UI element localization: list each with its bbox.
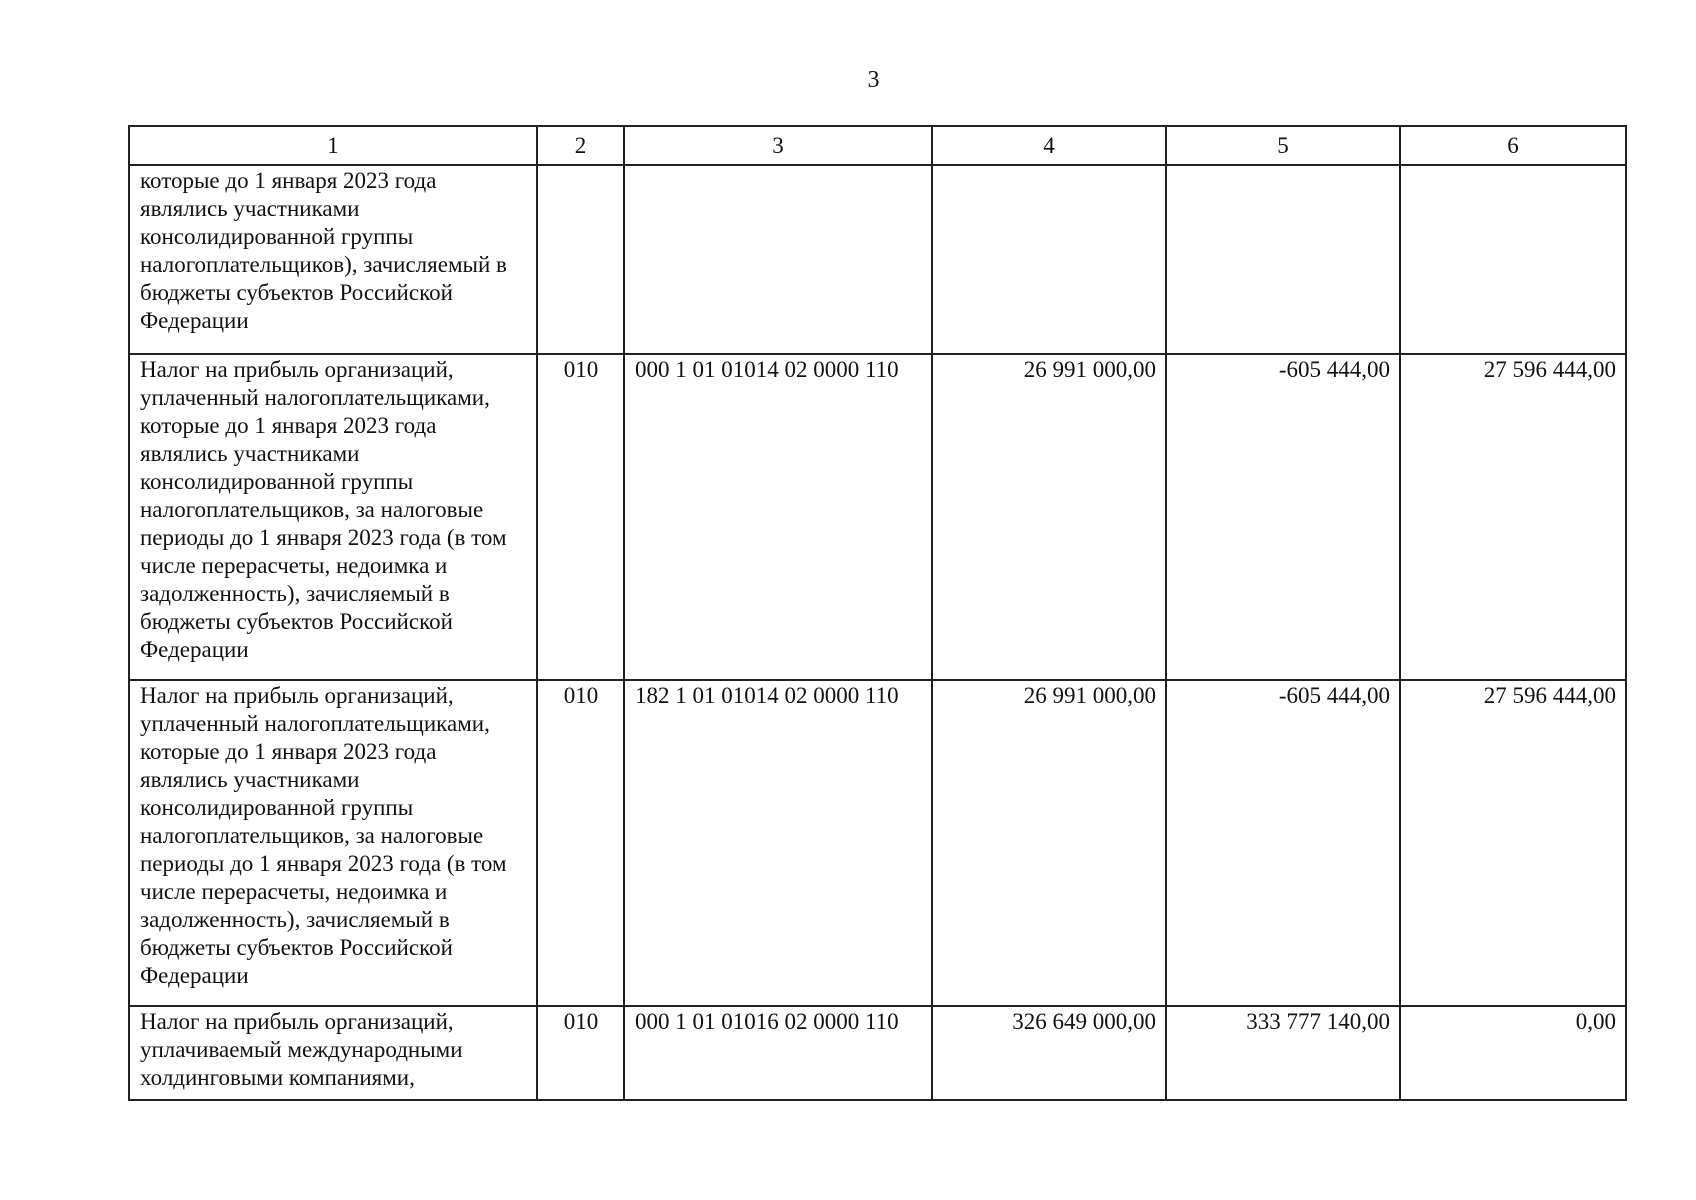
table-header-row (129, 126, 1626, 165)
column-header-5: 5 (1166, 126, 1400, 165)
table-row (129, 354, 1626, 680)
row-line-code: 010 (537, 1006, 624, 1100)
row-line-code: 010 (537, 680, 624, 1006)
row-value-5 (1166, 165, 1400, 354)
row-income-code: 000 1 01 01014 02 0000 110 (624, 354, 932, 680)
column-header-1: 1 (129, 126, 537, 165)
row-value-6: 0,00 (1400, 1006, 1626, 1100)
column-header-6: 6 (1400, 126, 1626, 165)
row-value-5: 333 777 140,00 (1166, 1006, 1400, 1100)
row-line-code: 010 (537, 354, 624, 680)
row-value-6 (1400, 165, 1626, 354)
row-value-4 (932, 165, 1166, 354)
row-income-code: 182 1 01 01014 02 0000 110 (624, 680, 932, 1006)
column-header-4: 4 (932, 126, 1166, 165)
row-income-code (624, 165, 932, 354)
column-header-3: 3 (624, 126, 932, 165)
row-value-4: 26 991 000,00 (932, 354, 1166, 680)
row-value-4: 26 991 000,00 (932, 680, 1166, 1006)
row-name: которые до 1 января 2023 года являлись участниками консолидированной группы налогоплательщиков), зачисляемый в бюджеты субъектов Российской Федерации (129, 165, 537, 354)
row-value-4: 326 649 000,00 (932, 1006, 1166, 1100)
table-row (129, 680, 1626, 1006)
row-name: Налог на прибыль организаций, уплачиваемый международными холдинговыми компаниями, (129, 1006, 537, 1100)
row-line-code (537, 165, 624, 354)
row-value-5: -605 444,00 (1166, 680, 1400, 1006)
row-value-6: 27 596 444,00 (1400, 680, 1626, 1006)
row-value-6: 27 596 444,00 (1400, 354, 1626, 680)
row-income-code: 000 1 01 01016 02 0000 110 (624, 1006, 932, 1100)
table-row (129, 1006, 1626, 1100)
report-table (128, 125, 1627, 1101)
table-row (129, 165, 1626, 354)
row-value-5: -605 444,00 (1166, 354, 1400, 680)
column-header-2: 2 (537, 126, 624, 165)
row-name: Налог на прибыль организаций, уплаченный налогоплательщиками, которые до 1 января 2023 года являлись участниками консолидированной группы налогоплательщиков, за налоговые периоды до 1 января 2023 года (в том числе перерасчеты, недоимка и задолженность), зачисляемый в бюджеты субъектов Российской Федерации (129, 680, 537, 1006)
row-name: Налог на прибыль организаций, уплаченный налогоплательщиками, которые до 1 января 2023 года являлись участниками консолидированной группы налогоплательщиков, за налоговые периоды до 1 января 2023 года (в том числе перерасчеты, недоимка и задолженность), зачисляемый в бюджеты субъектов Российской Федерации (129, 354, 537, 680)
page-number: 3 (867, 67, 880, 93)
